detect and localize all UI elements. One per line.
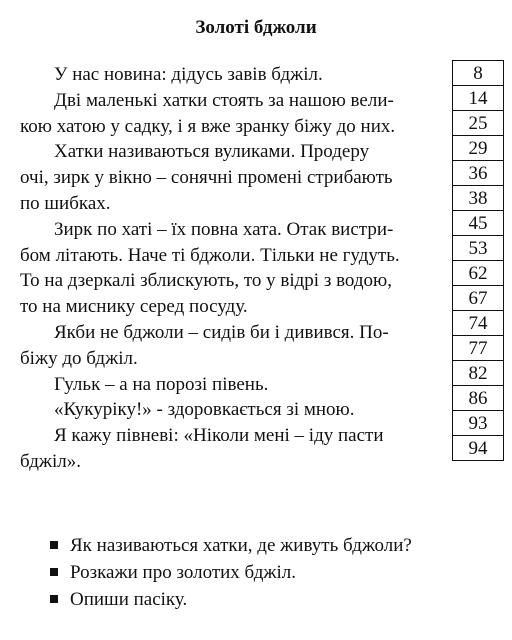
text-line: то на миснику серед посуду. <box>20 296 248 318</box>
word-count-cell: 36 <box>452 160 504 185</box>
question-text: Як називаються хатки, де живуть бджоли? <box>70 535 412 556</box>
word-count-cell: 8 <box>452 60 504 85</box>
word-count-cell: 86 <box>452 385 504 410</box>
text-line: бджіл». <box>20 451 81 472</box>
text-line: по шибках. <box>20 193 111 214</box>
text-line: Дві маленькі хатки стоять за нашою вели- <box>54 89 394 111</box>
word-count-cell: 45 <box>452 210 504 235</box>
text-line: Я кажу півневі: «Ніколи мені – іду пасти <box>54 425 384 447</box>
square-bullet-icon <box>50 541 58 549</box>
word-count-cell: 93 <box>452 410 504 435</box>
word-count-cell: 74 <box>452 310 504 335</box>
page-title: Золоті бджоли <box>195 17 317 38</box>
word-count-cell: 67 <box>452 285 504 310</box>
word-count-cell: 25 <box>452 110 504 135</box>
word-count-cell: 29 <box>452 135 504 160</box>
text-line: Хатки називаються вуликами. Продеру <box>54 141 370 163</box>
word-count-cell: 53 <box>452 235 504 260</box>
question-item <box>50 559 412 586</box>
question-item <box>50 532 412 559</box>
text-line: «Кукуріку!» - здоровкається зі мною. <box>54 399 355 421</box>
word-count-cell: 94 <box>452 435 504 461</box>
word-count-cell: 62 <box>452 260 504 285</box>
question-item <box>50 586 412 613</box>
text-line: бом літають. Наче ті бджоли. Тільки не гудуть. <box>20 244 400 266</box>
word-count-column <box>452 60 504 463</box>
word-count-cell: 14 <box>452 85 504 110</box>
questions-list <box>50 532 412 613</box>
text-line: Якби не бджоли – сидів би і дивився. По- <box>54 322 389 343</box>
word-count-cell: 82 <box>452 360 504 385</box>
text-line: Зирк по хаті – їх повна хата. Отак вистри- <box>54 218 394 240</box>
question-text: Опиши пасіку. <box>70 589 188 610</box>
text-line: очі, зирк у вікно – сонячні промені стрибають <box>20 167 393 189</box>
text-line: У нас новина: дідусь завів бджіл. <box>54 64 323 85</box>
word-count-cell: 38 <box>452 185 504 210</box>
question-text: Розкажи про золотих бджіл. <box>70 562 297 583</box>
text-line: То на дзеркалі зблискують, то у відрі з водою, <box>20 270 392 292</box>
square-bullet-icon <box>50 595 58 603</box>
text-line: біжу до бджіл. <box>20 347 138 369</box>
square-bullet-icon <box>50 568 58 576</box>
word-count-cell: 77 <box>452 335 504 360</box>
text-line: кою хатою у садку, і я вже зранку біжу до них. <box>20 115 396 137</box>
text-line: Гульк – а на порозі півень. <box>54 373 269 395</box>
